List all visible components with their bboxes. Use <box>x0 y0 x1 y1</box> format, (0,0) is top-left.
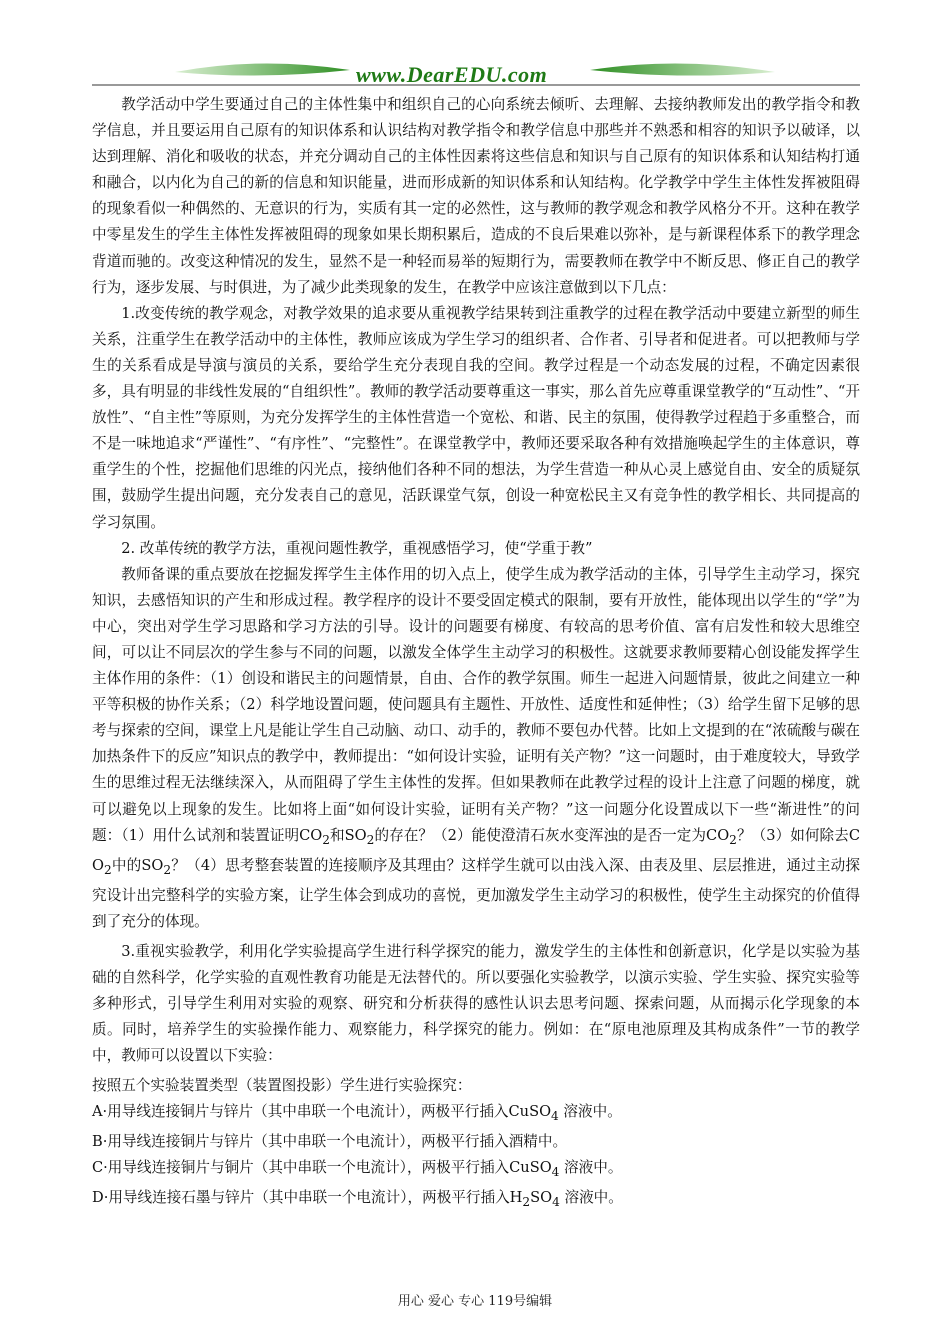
subscript: 2 <box>366 832 375 847</box>
text-run: 的存在？（2）能使澄清石灰水变浑浊的是否一定为CO <box>374 826 730 844</box>
text-run: D·用导线连接石墨与锌片（其中串联一个电流计），两极平行插入H <box>92 1189 523 1207</box>
subscript: 4 <box>551 1164 560 1179</box>
experiment-item-a <box>92 1099 860 1130</box>
point-2-heading: 2. 改革传统的教学方法，重视问题性教学，重视感悟学习，使“学重于教” <box>121 539 593 557</box>
page-footer: 用心 爱心 专心 119号编辑 <box>397 1294 553 1309</box>
text-run: C·用导线连接铜片与铜片（其中串联一个电流计），两极平行插入CuSO <box>92 1158 552 1176</box>
subscript: 2 <box>729 832 737 847</box>
text-run: SO <box>530 1189 553 1207</box>
subscript: 2 <box>322 832 330 847</box>
point-1-paragraph: 1.改变传统的教学观念，对教学效果的追求要从重视教学结果转到注重教学的过程在教学活动中要建立新型的师生关系，注重学生在教学活动中的主体性，教师应该成为学生学习的组织者、合作者、引导者和促进者。可以把教师与学生的关系看成是导演与演员的关系，要给学生充分表现自我的空间。教学过程是一个动态发展的过程，不确定因素很多，具有明显的非线性发展的“自组织性”。教师的教学活动要尊重这一事实，那么首先应尊重课堂教学的“互动性”、“开放性”、“自主性”等原则，为充分发挥学生的主体性营造一个宽松、和谐、民主的氛围，使得教学过程趋于多重整合，而不是一味地追求“严谨性”、“有序性”、“完整性”。在课堂教学中，教师还要采取各种有效措施唤起学生的主体意识，尊重学生的个性，挖掘他们思维的闪光点，接纳他们各种不同的想法，为学生营造一种从心灵上感觉自由、安全的质疑氛围，鼓励学生提出问题，充分发表自己的意见，活跃课堂气氛，创设一种宽松民主又有竞争性的教学相长、共同提高的学习氛围。 <box>92 304 860 531</box>
experiment-item-d <box>92 1185 860 1216</box>
intro-paragraph: 教学活动中学生要通过自己的主体性集中和组织自己的心向系统去倾听、去理解、去接纳教师发出的教学指令和教学信息，并且要运用自己原有的知识体系和认识结构对教学指令和教学信息中那些并不熟悉和相容的知识予以破译，以达到理解、消化和吸收的状态，并充分调动自己的主体性因素将这些信息和知识与自己原有的知识体系和认知结构打通和融合，以内化为自己的新的信息和知识能量，进而形成新的知识体系和认知结构。化学教学中学生主体性发挥被阻碍的现象看似一种偶然的、无意识的行为，实质有其一定的必然性，这与教师的教学观念和教学风格分不开。这种在教学中零星发生的学生主体性发挥被阻碍的现象如果长期积累后，造成的不良后果难以弥补，是与新课程体系下的教学理念背道而驰的。改变这种情况的发生，显然不是一种轻而易举的短期行为，需要教师在教学中不断反思、修正自己的教学行为，逐步发展、与时俱进，为了减少此类现象的发生，在教学中应该注意做到以下几点： <box>92 96 860 296</box>
text-run: 教师备课的重点要放在挖掘发挥学生主体作用的切入点上，使学生成为教学活动的主体，引导学生主动学习，探究知识，去感悟知识的产生和形成过程。教学程序的设计不要受固定模式的限制，要有开放性，能体现出以学生的“学”为中心，突出对学生学习思路和学习方法的引导。设计的问题要有梯度、有较高的思考价值、富有启发性和较大思维空间，可以让不同层次的学生参与不同的问题，以激发全体学生主动学习的积极性。这就要求教师要精心创设能发挥学生主体作用的条件：（1）创设和谐民主的问题情景，自由、合作的教学氛围。师生一起进入问题情景，彼此之间建立一种平等积极的协作关系；（2）科学地设置问题，使问题具有主题性、开放性、适度性和延伸性；（3）给学生留下足够的思考与探索的空间，课堂上凡是能让学生自己动脑、动口、动手的，教师不要包办代替。比如上文提到的在“浓硫酸与碳在加热条件下的反应”知识点的教学中，教师提出：“如何设计实验，证明有关产物？”这一问题时，由于难度较大，导致学生的思维过程无法继续深入，从而阻碍了学生主体性的发挥。但如果教师在此教学过程的设计上注意了问题的梯度，就可以避免以上现象的发生。比如将上面“如何设计实验，证明有关产物？”这一问题分化设置成以下一些“渐进性”的问题：（1）用什么试剂和装置证明CO <box>92 565 860 844</box>
text-run: 和SO <box>329 826 367 844</box>
page-header <box>0 0 950 96</box>
text-run: 溶液中。 <box>559 1158 623 1176</box>
left-swoosh-decoration <box>175 63 350 75</box>
experiment-item-b: B·用导线连接铜片与锌片（其中串联一个电流计），两极平行插入酒精中。 <box>92 1133 568 1151</box>
text-run: 溶液中。 <box>558 1102 622 1120</box>
article-body <box>92 92 860 1216</box>
text-run: 溶液中。 <box>559 1189 623 1207</box>
text-run: ？（4）思考整套装置的连接顺序及其理由？这样学生就可以由浅入深、由表及里、层层推进，通过主动探究设计出完整科学的实验方案，让学生体会到成功的喜悦，更加激发学生主动学习的积极性，使学生主动探究的价值得到了充分的体现。 <box>92 856 860 930</box>
subscript: 2 <box>103 862 112 877</box>
point-3-paragraph: 3.重视实验教学，利用化学实验提高学生进行科学探究的能力，激发学生的主体性和创新意识，化学是以实验为基础的自然科学，化学实验的直观性教育功能是无法替代的。所以要强化实验教学，以演示实验、学生实验、探究实验等多种形式，引导学生利用对实验的观察、研究和分析获得的感性认识去思考问题、探索问题，从而揭示化学现象的本质。同时，培养学生的实验操作能力、观察能力，科学探究的能力。例如：在“原电池原理及其构成条件”一节的教学中，教师可以设置以下实验： <box>92 942 860 1065</box>
text-run: A·用导线连接铜片与锌片（其中串联一个电流计），两极平行插入CuSO <box>92 1102 552 1120</box>
right-swoosh-decoration <box>590 63 775 75</box>
subscript: 4 <box>551 1108 559 1123</box>
experiment-intro: 按照五个实验装置类型（装置图投影）学生进行实验探究： <box>92 1077 472 1095</box>
text-run: 中的SO <box>111 856 164 874</box>
experiment-item-c <box>92 1155 860 1186</box>
text-run: ？（3）如何除去CO <box>92 826 861 874</box>
subscript: 2 <box>163 862 172 877</box>
experiment-list <box>92 1073 860 1216</box>
subscript: 4 <box>552 1195 560 1210</box>
point-2-paragraph <box>92 562 860 935</box>
site-logo[interactable]: www.DearEDU.com <box>356 62 548 87</box>
subscript: 2 <box>522 1195 531 1210</box>
